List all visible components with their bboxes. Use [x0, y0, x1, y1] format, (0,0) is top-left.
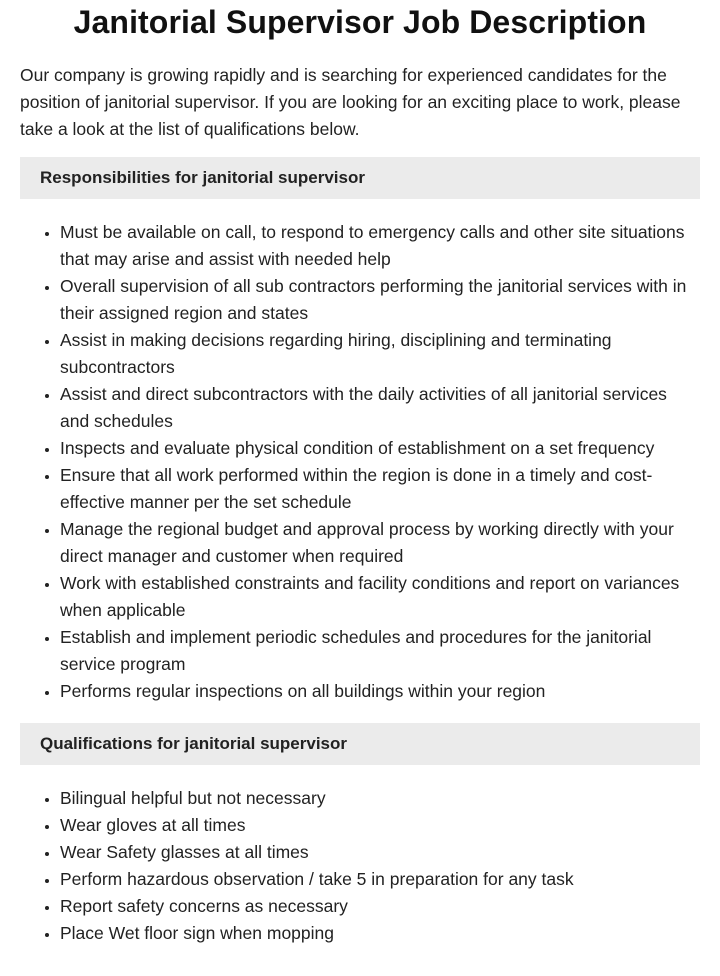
intro-paragraph: Our company is growing rapidly and is searching for experienced candidates for the position of janitorial supervisor. If you are looking for an exciting place to work, please take a look at the list of qualifications below. — [20, 65, 681, 139]
qualifications-list — [20, 785, 700, 947]
list-item: • Ensure that all work performed within the region is done in a timely and cost-effective manner per the set schedule — [60, 462, 700, 516]
list-item: • Wear gloves at all times — [60, 812, 700, 839]
list-item: • Place Wet floor sign when mopping — [60, 920, 700, 947]
list-item: • Assist in making decisions regarding hiring, disciplining and terminating subcontractors — [60, 327, 700, 381]
list-item: • Overall supervision of all sub contractors performing the janitorial services with in their assigned region and states — [60, 273, 700, 327]
responsibilities-list — [20, 219, 700, 705]
list-item: • Must be available on call, to respond to emergency calls and other site situations that may arise and assist with needed help — [60, 219, 700, 273]
list-item: • Assist and direct subcontractors with the daily activities of all janitorial services and schedules — [60, 381, 700, 435]
page-title: Janitorial Supervisor Job Description — [73, 4, 647, 40]
list-item: • Wear Safety glasses at all times — [60, 839, 700, 866]
list-item: • Performs regular inspections on all buildings within your region — [60, 678, 700, 705]
qualifications-heading: Qualifications for janitorial supervisor — [20, 723, 700, 765]
responsibilities-heading: Responsibilities for janitorial supervisor — [20, 157, 700, 199]
list-item: • Manage the regional budget and approval process by working directly with your direct manager and customer when required — [60, 516, 700, 570]
list-item: • Work with established constraints and facility conditions and report on variances when applicable — [60, 570, 700, 624]
list-item: • Perform hazardous observation / take 5 in preparation for any task — [60, 866, 700, 893]
list-item: • Establish and implement periodic schedules and procedures for the janitorial service program — [60, 624, 700, 678]
list-item: • Inspects and evaluate physical condition of establishment on a set frequency — [60, 435, 700, 462]
list-item: • Bilingual helpful but not necessary — [60, 785, 700, 812]
list-item: • Report safety concerns as necessary — [60, 893, 700, 920]
